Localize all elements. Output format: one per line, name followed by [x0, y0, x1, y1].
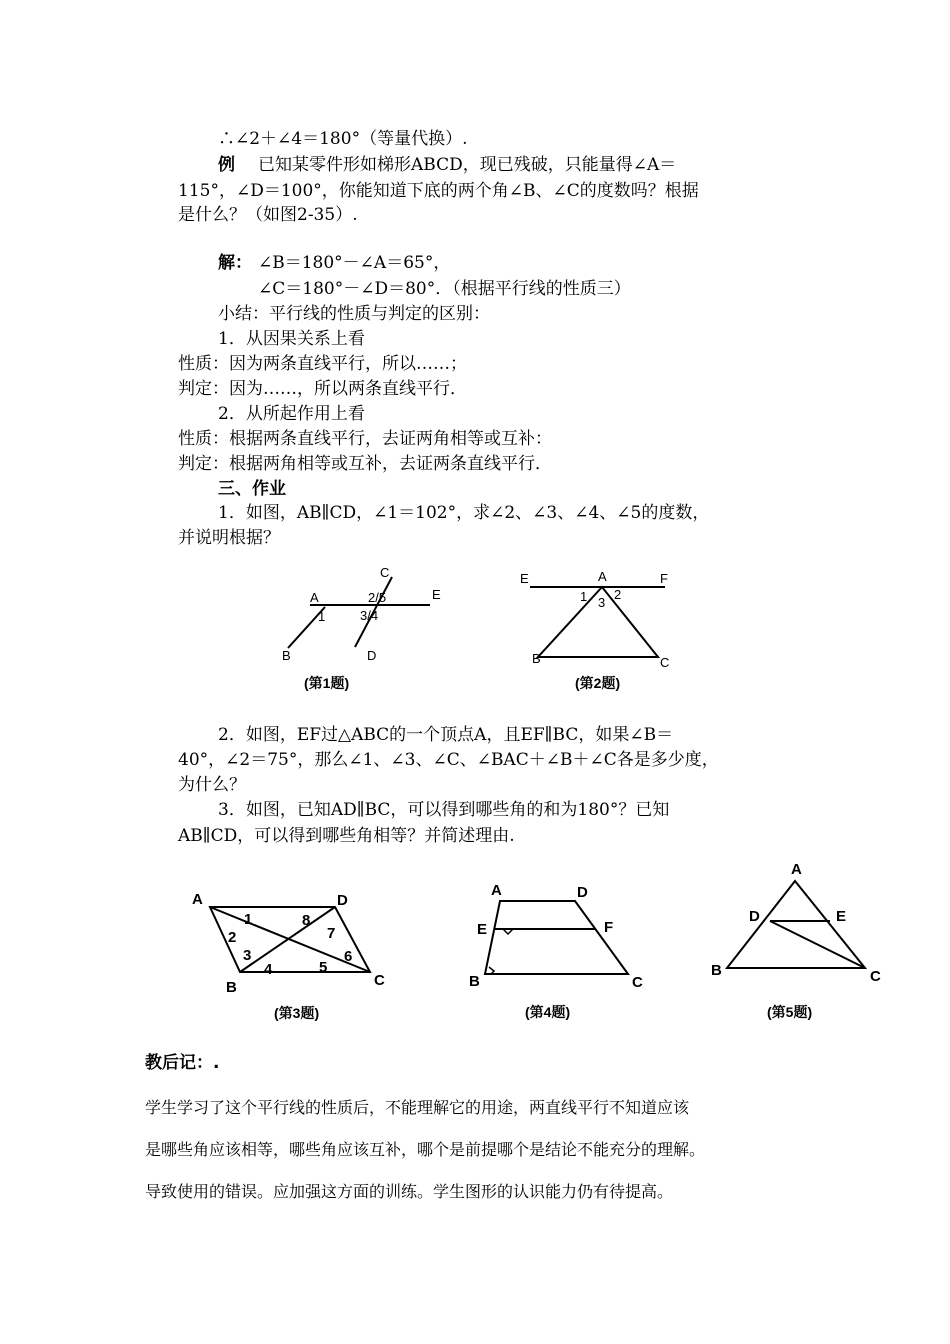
fig3-label-3: 3 — [243, 947, 252, 964]
fig3-label-7: 7 — [327, 925, 336, 942]
homework-title: 三、作业 — [218, 479, 286, 499]
fig5-label-e: E — [836, 908, 847, 925]
figure-1 — [270, 560, 470, 700]
fig4-label-b: B — [469, 973, 480, 990]
homework-1-line-2: 并说明根据？ — [178, 528, 280, 548]
fig2-label-c: C — [660, 655, 670, 670]
fig1-label-c: C — [380, 565, 390, 580]
fig4-label-e: E — [477, 921, 488, 938]
figure-2 — [510, 565, 690, 700]
homework-3-line-2: AB∥CD，可以得到哪些角相等？并简述理由. — [178, 826, 515, 846]
example-line-3: 是什么？（如图2-35）. — [178, 205, 358, 225]
solution-line-1: ∠B＝180°－∠A＝65°， — [258, 253, 451, 273]
fig4-label-d: D — [577, 884, 588, 901]
summary-point-2: 2．从所起作用上看 — [218, 404, 365, 424]
fig1-label-1: 1 — [318, 609, 326, 624]
fig1-label-3-4: 3/4 — [360, 608, 379, 623]
fig3-label-a: A — [192, 891, 203, 908]
line-equal-substitution: ∴∠2＋∠4＝180°（等量代换）. — [218, 129, 468, 149]
summary-point-1a: 性质：因为两条直线平行，所以……； — [178, 354, 467, 374]
fig3-label-4: 4 — [264, 961, 273, 978]
homework-3-line-1: 3．如图，已知AD∥BC，可以得到哪些角的和为180°？已知 — [218, 800, 670, 820]
fig2-label-1: 1 — [580, 589, 588, 604]
fig5-label-c: C — [870, 968, 881, 985]
fig1-label-e: E — [432, 587, 441, 602]
fig4-label-a: A — [491, 882, 502, 899]
fig4-label-c: C — [632, 974, 643, 991]
fig5-caption: (第5题) — [767, 1004, 813, 1020]
example-label: 例 — [218, 155, 235, 175]
summary-point-1: 1．从因果关系上看 — [218, 329, 365, 349]
fig3-label-c: C — [374, 972, 385, 989]
homework-2-line-3: 为什么？ — [178, 775, 246, 795]
fig2-label-e: E — [520, 571, 529, 586]
afterword-paragraph-1: 学生学习了这个平行线的性质后，不能理解它的用途，两直线平行不知道应该 — [145, 1098, 690, 1117]
fig2-label-b: B — [532, 651, 541, 666]
fig1-label-d: D — [367, 648, 377, 663]
fig1-label-b: B — [282, 648, 291, 663]
figure-5 — [705, 855, 895, 1030]
fig3-label-5: 5 — [319, 959, 328, 976]
figure-3 — [180, 880, 400, 1030]
fig4-label-f: F — [604, 919, 614, 936]
summary-point-1b: 判定：因为……，所以两条直线平行． — [178, 379, 467, 399]
fig4-angle-mark-b — [489, 967, 494, 974]
fig2-label-f: F — [660, 571, 668, 586]
fig2-label-3: 3 — [598, 595, 606, 610]
fig4-caption: (第4题) — [525, 1004, 571, 1020]
fig4-trapezoid — [485, 901, 628, 974]
example-line-2: 115°，∠D＝100°，你能知道下底的两个角∠B、∠C的度数吗？根据 — [178, 181, 699, 201]
homework-1-line-1: 1．如图，AB∥CD，∠1＝102°，求∠2、∠3、∠4、∠5的度数， — [218, 503, 710, 523]
afterword-paragraph-2: 是哪些角应该相等，哪些角应该互补，哪个是前提哪个是结论不能充分的理解。 — [145, 1140, 706, 1159]
fig5-label-b: B — [711, 962, 722, 979]
fig3-label-1: 1 — [244, 911, 253, 928]
afterword-paragraph-3: 导致使用的错误。应加强这方面的训练。学生图形的认识能力仍有待提高。 — [145, 1182, 674, 1201]
fig1-label-a: A — [310, 590, 319, 605]
summary-heading: 小结：平行线的性质与判定的区别： — [218, 304, 490, 324]
summary-point-2a: 性质：根据两条直线平行，去证两角相等或互补： — [178, 429, 552, 449]
fig2-label-a: A — [598, 569, 607, 584]
fig3-label-b: B — [226, 979, 237, 996]
example-text: 已知某零件形如梯形ABCD，现已残破，只能量得∠A＝ — [258, 155, 677, 175]
fig3-label-2: 2 — [228, 929, 237, 946]
summary-point-2b: 判定：根据两角相等或互补，去证两条直线平行． — [178, 454, 552, 474]
solution-label: 解： — [218, 253, 252, 273]
fig3-label-8: 8 — [302, 912, 311, 929]
fig5-label-d: D — [749, 908, 760, 925]
fig2-label-2: 2 — [614, 587, 622, 602]
afterword-title: 教后记：. — [145, 1053, 220, 1073]
fig1-label-2-5: 2/5 — [368, 590, 387, 605]
fig3-label-6: 6 — [344, 948, 353, 965]
fig5-line-dc — [770, 921, 865, 968]
figure-4 — [465, 875, 655, 1030]
homework-2-line-2: 40°，∠2＝75°，那么∠1、∠3、∠C、∠BAC＋∠B＋∠C各是多少度， — [178, 750, 719, 770]
fig2-caption: (第2题) — [575, 675, 621, 691]
homework-2-line-1: 2．如图，EF过△ABC的一个顶点A，且EF∥BC，如果∠B＝ — [218, 725, 674, 745]
fig1-caption: (第1题) — [304, 675, 350, 691]
solution-line-2: ∠C＝180°－∠D＝80°．（根据平行线的性质三） — [258, 279, 631, 299]
fig5-label-a: A — [791, 861, 802, 878]
fig3-label-d: D — [337, 892, 348, 909]
fig3-caption: (第3题) — [274, 1005, 320, 1021]
